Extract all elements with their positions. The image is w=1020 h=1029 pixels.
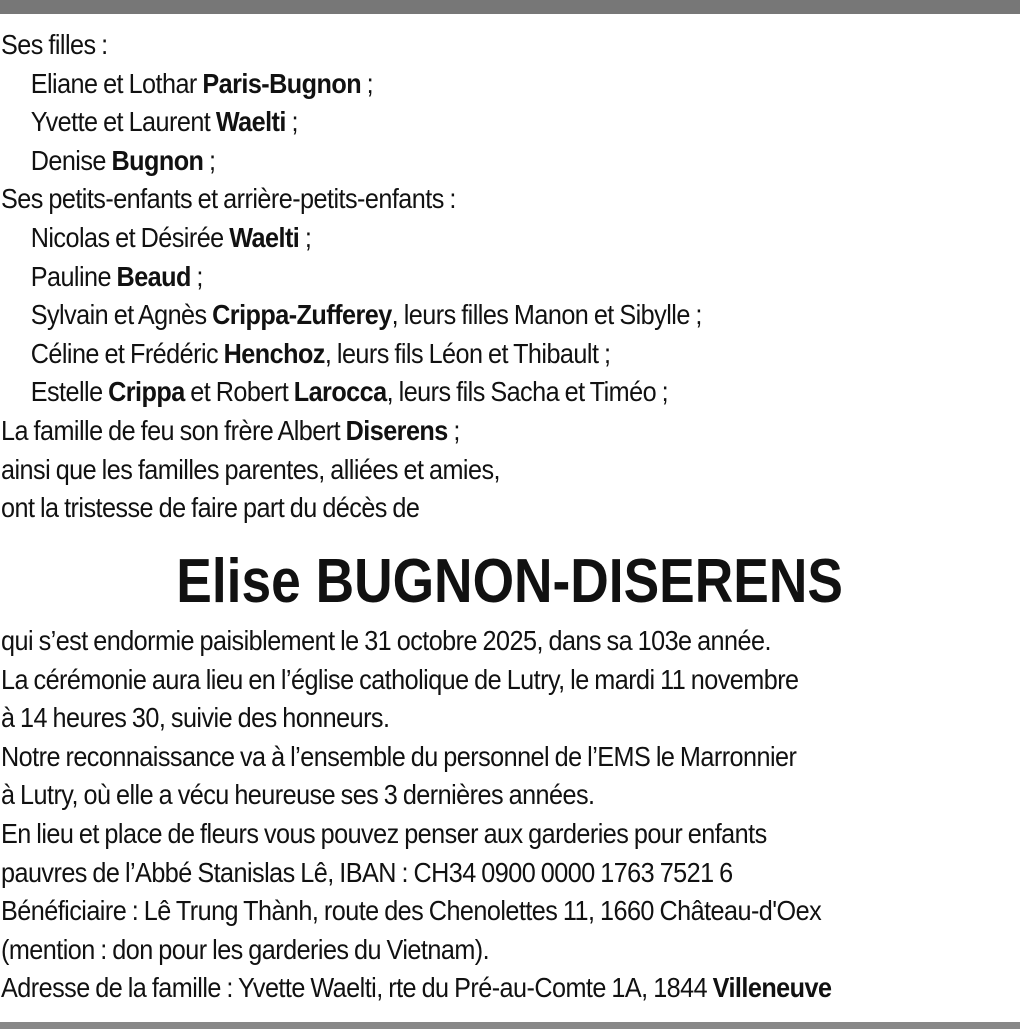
grandchild-line: Estelle Crippa et Robert Larocca, leurs fils Sacha et Timéo ; bbox=[30, 376, 669, 408]
grandchild-line: Nicolas et Désirée Waelti ; bbox=[30, 221, 312, 253]
deceased-name: Elise BUGNON-DISERENS bbox=[176, 547, 844, 616]
daughter-line: Denise Bugnon ; bbox=[30, 144, 216, 176]
daughters-heading: Ses filles : bbox=[1, 29, 108, 60]
surname: Paris-Bugnon bbox=[202, 67, 362, 99]
family-address-line: Adresse de la famille : Yvette Waelti, rte du Pré-au-Comte 1A, 1844 Villeneuve bbox=[1, 972, 832, 1004]
address-town: Villeneuve bbox=[712, 972, 832, 1004]
surname: Larocca bbox=[293, 376, 387, 408]
detail-line: La cérémonie aura lieu en l’église catholique de Lutry, le mardi 11 novembre bbox=[1, 663, 799, 695]
surname: Waelti bbox=[229, 221, 300, 253]
grandchild-line: Sylvain et Agnès Crippa-Zufferey, leurs filles Manon et Sibylle ; bbox=[30, 299, 702, 331]
surname: Diserens bbox=[345, 414, 448, 446]
relatives-line: ainsi que les familles parentes, alliées et amies, bbox=[1, 453, 500, 485]
detail-line: (mention : don pour les garderies du Vietnam). bbox=[1, 933, 490, 965]
brother-family-line: La famille de feu son frère Albert Diserens ; bbox=[1, 414, 460, 446]
daughter-line: Eliane et Lothar Paris-Bugnon ; bbox=[30, 67, 374, 99]
announcement-line: ont la tristesse de faire part du décès de bbox=[1, 492, 420, 524]
surname: Crippa-Zufferey bbox=[212, 299, 392, 331]
detail-line: Notre reconnaissance va à l’ensemble du personnel de l’EMS le Marronnier bbox=[1, 740, 797, 772]
surname: Waelti bbox=[215, 106, 286, 138]
surname: Bugnon bbox=[111, 144, 204, 176]
detail-line: En lieu et place de fleurs vous pouvez penser aux garderies pour enfants bbox=[1, 817, 767, 849]
surname: Henchoz bbox=[223, 337, 325, 369]
deceased-name-block bbox=[0, 545, 1020, 619]
grandchild-line: Pauline Beaud ; bbox=[30, 260, 203, 292]
detail-line: à Lutry, où elle a vécu heureuse ses 3 dernières années. bbox=[1, 779, 595, 811]
bottom-rule bbox=[0, 1022, 1020, 1029]
grandchild-line: Céline et Frédéric Henchoz, leurs fils Léon et Thibault ; bbox=[30, 337, 611, 369]
detail-line: pauvres de l’Abbé Stanislas Lê, IBAN : CH34 0900 0000 1763 7521 6 bbox=[1, 856, 733, 888]
detail-line: qui s’est endormie paisiblement le 31 octobre 2025, dans sa 103e année. bbox=[1, 625, 771, 656]
family-list bbox=[1, 26, 918, 528]
daughter-line: Yvette et Laurent Waelti ; bbox=[30, 106, 298, 138]
detail-line: Bénéficiaire : Lê Trung Thành, route des Chenolettes 11, 1660 Château-d'Oex bbox=[1, 895, 822, 927]
surname: Crippa bbox=[108, 376, 185, 408]
top-rule bbox=[0, 0, 1020, 14]
detail-line: à 14 heures 30, suivie des honneurs. bbox=[1, 702, 390, 734]
surname: Beaud bbox=[116, 260, 191, 292]
details-text bbox=[1, 622, 918, 1008]
grandchildren-heading: Ses petits-enfants et arrière-petits-enfants : bbox=[1, 183, 456, 215]
